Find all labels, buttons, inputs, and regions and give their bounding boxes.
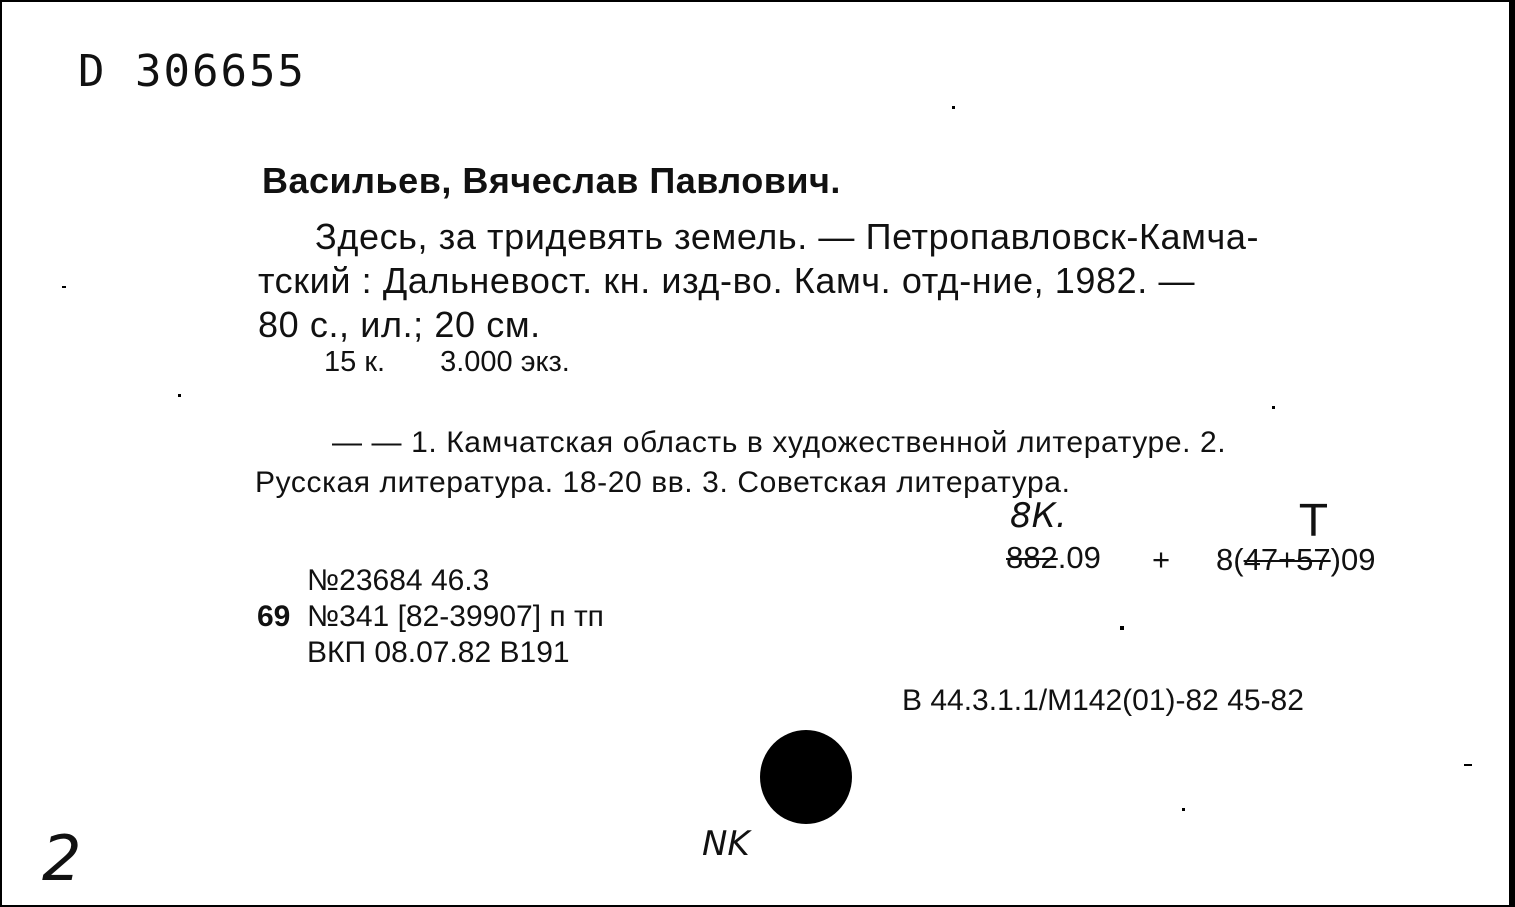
price-line <box>324 346 570 379</box>
description-line-2: тский : Дальневост. кн. изд-во. Камч. отд-ние, 1982. — <box>258 260 1196 301</box>
card-edge-shadow <box>1509 0 1515 907</box>
registry-line-1: №23684 46.3 <box>307 564 490 597</box>
registry-line-2 <box>257 600 604 634</box>
handwritten-8k-mark: 8К. <box>1010 496 1067 536</box>
code-suffix-1: .09 <box>1057 540 1101 575</box>
speck <box>1182 808 1185 811</box>
print-run: 3.000 экз. <box>440 346 570 378</box>
registry-line-2-text: №341 [82-39907] п тп <box>307 600 604 633</box>
description-line-3: 80 с., ил.; 20 см. <box>258 304 541 345</box>
author-name: Васильев, Вячеслав Павлович. <box>262 160 841 201</box>
speck <box>178 394 181 397</box>
handwritten-t-mark: Т <box>1300 496 1327 547</box>
struck-code-2: 47+57 <box>1243 542 1331 577</box>
card-number: D 306655 <box>78 46 306 97</box>
speck <box>1272 406 1275 409</box>
classification-code-2 <box>1216 542 1375 578</box>
speck <box>952 106 955 109</box>
subjects-line-1: — — 1. Камчатская область в художественной литературе. 2. <box>332 426 1227 459</box>
punch-hole <box>760 730 852 824</box>
description-line-1: Здесь, за тридевять земель. — Петропавловск-Камча- <box>315 216 1260 257</box>
classification-code-1 <box>1006 540 1101 576</box>
registry-mark: 69 <box>257 600 291 633</box>
struck-code: 882 <box>1006 540 1058 575</box>
speck <box>1120 626 1124 630</box>
code-suffix-2: )09 <box>1330 542 1376 577</box>
speck <box>62 286 66 288</box>
code-prefix: 8( <box>1216 542 1244 577</box>
bbk-index: В 44.3.1.1/М142(01)-82 45-82 <box>902 684 1304 717</box>
handwritten-nk: NK <box>702 824 750 864</box>
subjects-line-2: Русская литература. 18-20 вв. 3. Советская литература. <box>255 466 1071 499</box>
speck <box>1464 764 1472 766</box>
classification-plus: + <box>1152 542 1171 577</box>
price-cost: 15 к. <box>324 346 386 378</box>
registry-line-3: ВКП 08.07.82 В191 <box>307 636 570 669</box>
handwritten-number: 2 <box>42 822 82 895</box>
